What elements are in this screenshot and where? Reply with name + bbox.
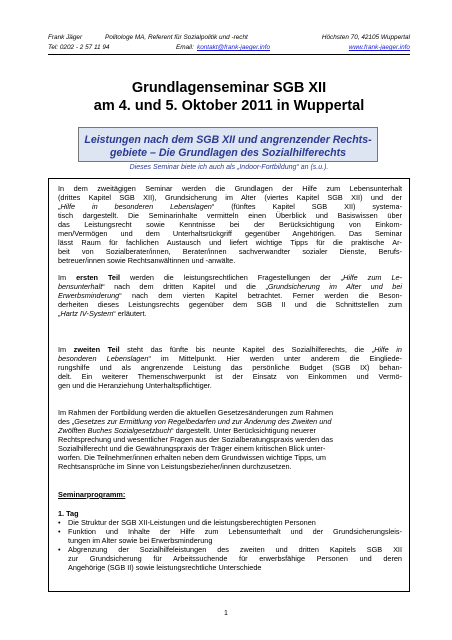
page-title-date: am 4. und 5. Oktober 2011 in Wuppertal [93, 98, 365, 114]
para4-line: worfen. Die Teilnehmer/innen erhalten neben dem Grundwissen wichtige Tipps, um [58, 453, 326, 462]
page-number: 1 [224, 610, 228, 617]
para3-line: rungshilfe und als angrenzende Leistung das persönliche Budget (SGB IX) behan- [58, 363, 402, 372]
para3-line: Im zweiten Teil steht das fünfte bis neunte Kapitel des Sozialhilferechts, die „Hilfe in [58, 345, 402, 354]
para4-line: Sozialhilferecht und die Gewährungspraxis der Träger einem kritischen Blick unter- [58, 444, 326, 453]
para2-line: Im ersten Teil werden die leistungsrechtlichen Fragestellungen der „Hilfe zum Le- [58, 273, 402, 282]
header-phone: Tel: 0202 - 2 57 11 94 [48, 44, 110, 51]
para1-line: betreuer/innen sowie Rechtsanwältinnen und -anwälte. [58, 256, 236, 265]
para2-line: bensunterhalt“ nach dem dritten Kapitel und die „Grundsicherung im Alter und bei [58, 282, 402, 291]
header-author: Frank Jäger [48, 34, 83, 41]
indoor-note [48, 164, 410, 171]
subtitle-box [78, 127, 378, 162]
program-item-cont: Angehörige (SGB II) sowie leistungsrechtliche Unterschiede [68, 563, 262, 572]
para4-line: Zwölften Buches Sozialgesetzbuch“ dargestellt. Unter Berücksichtigung neuerer [58, 426, 316, 435]
header-role: Politologe MA, Referent für Sozialpolitik und -recht [105, 34, 248, 41]
program-item-cont: tungen im Alter sowie bei Erwerbsminderung [68, 536, 213, 545]
note-suffix: an (s.u.). [298, 164, 329, 171]
page-title: Grundlagenseminar SGB XII [131, 80, 327, 96]
para4-line: des „Gesetzes zur Ermittlung von Regelbedarfen und zur Änderung des Zweiten und [58, 417, 332, 426]
bullet-mark: • [58, 518, 61, 527]
website-link[interactable]: www.frank-jaeger.info [348, 44, 410, 51]
para3-line: delt. Ein weiterer Themenschwerpunkt ist der Einsatz von Einkommen und Vermö- [58, 372, 402, 381]
para2-line: Erwerbsminderung“ nach dem vierten Kapitel betrachtet. Ferner werden die Beson- [58, 291, 402, 300]
program-item: Die Struktur der SGB XII-Leistungen und die leistungsberechtigten Personen [68, 518, 316, 527]
para2-line: derheiten dieses Leistungsrechts gegenüber dem SGB II und die Schnittstellen zum [58, 300, 402, 309]
para2-line: „Hartz IV-System“ erläutert. [58, 309, 147, 318]
para3-line: besonderen Lebenslagen“ im Mittelpunkt. Hier werden unter anderem die Eingliede- [58, 354, 402, 363]
para4-line: Rechtsprechung und wesentlicher Fragen aus der Sozialberatungspraxis werden das [58, 435, 334, 444]
note-prefix: Dieses Seminar biete ich auch als [129, 164, 238, 171]
subtitle-line-2: gebiete – Die Grundlagen des Sozialhilferechts [109, 147, 347, 159]
para1-line: „Hilfe in besonderen Lebenslagen“ (fünftes Kapitel SGB XII) systema- [58, 202, 402, 211]
program-day1: 1. Tag [58, 509, 79, 518]
para1-line: das Leistungsrecht sowie Kenntnisse bei der Berücksichtigung von Einkom- [58, 220, 402, 229]
para1-line: tisch dargestellt. Die Seminarinhalte vermitteln einen Überblick und Basiswissen über [58, 211, 402, 220]
note-quoted: „Indoor-Fortbildung“ [237, 164, 299, 171]
para1-line: men/Vermögen und dem Unterhaltsrückgriff gegenüber Angehörigen. Das Seminar [58, 229, 402, 238]
bullet-mark: • [58, 527, 61, 536]
email-link[interactable]: kontakt@frank-jaeger.info [197, 44, 271, 51]
subtitle-line-1: Leistungen nach dem SGB XII und angrenzender Rechts- [84, 134, 372, 146]
para4-line: Rechtsansprüche im Sinne von Leistungsbezieher/innen durchzusetzen. [58, 462, 292, 471]
para4-line: Im Rahmen der Fortbildung werden die aktuellen Gesetzesänderungen zum Rahmen [58, 408, 334, 417]
para1-line: beit von Sozialberater/innen, Berater/innen sachverwandter sozialer Dienste, Berufs- [58, 247, 402, 256]
bullet-mark: • [58, 545, 61, 554]
para1-line: lässt Raum für fachlichen Austausch und liefert wichtige Tipps für die praktische Ar- [58, 238, 402, 247]
header-email-label: Email: [176, 44, 194, 51]
para1-line: In dem zweitägigen Seminar werden die Grundlagen der Hilfe zum Lebensunterhalt [58, 184, 402, 193]
program-item: Funktion und Inhalte der Hilfe zum Lebensunterhalt und der Grundsicherungsleis- [68, 527, 402, 536]
para1-line: (drittes Kapitel SGB XII), Grundsicherung im Alter (viertes Kapitel SGB XII) und der [58, 193, 402, 202]
header-address: Höchsten 70, 42105 Wuppertal [321, 34, 410, 41]
program-item-cont: zur Grundsicherung für Arbeitssuchende für erwerbsfähige Personen und deren [68, 554, 402, 563]
program-heading: Seminarprogramm: [58, 490, 126, 499]
header-divider [48, 54, 410, 55]
para3-line: gen und die Heranziehung Unterhaltspflichtiger. [58, 381, 212, 390]
program-item: Abgrenzung der Sozialhilfeleistungen des zweiten und dritten Kapitels SGB XII [68, 545, 402, 554]
